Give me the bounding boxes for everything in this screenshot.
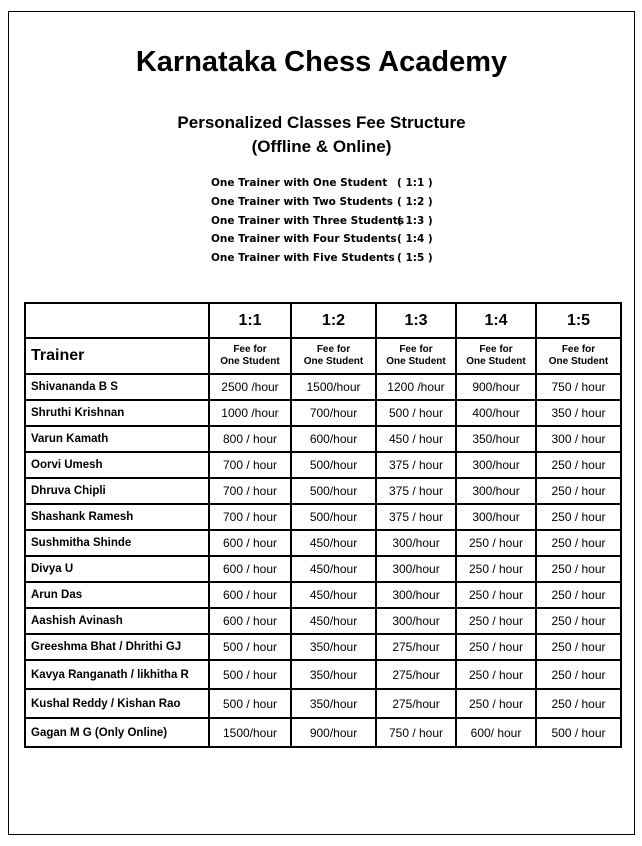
trainer-name-cell: Gagan M G (Only Online) [25,718,209,747]
trainer-name-cell: Greeshma Bhat / Dhrithi GJ [25,634,209,660]
fee-cell: 500 / hour [209,634,291,660]
trainer-name-cell: Shashank Ramesh [25,504,209,530]
legend-item: One Trainer with Four Students ( 1:4 ) [211,233,433,246]
fee-cell: 350/hour [291,689,376,718]
fee-cell: 900/hour [456,374,536,400]
fee-cell: 350 / hour [536,400,621,426]
fee-cell: 450 / hour [376,426,456,452]
trainer-name-cell: Kavya Ranganath / likhitha R [25,660,209,689]
fee-cell: 450/hour [291,556,376,582]
table-row [25,582,621,608]
fee-cell: 700 / hour [209,504,291,530]
fee-cell: 375 / hour [376,504,456,530]
ratio-header: 1:5 [536,303,621,338]
legend-item: One Trainer with Five Students ( 1:5 ) [211,252,433,265]
fee-cell: 250 / hour [536,478,621,504]
fee-cell: 375 / hour [376,478,456,504]
fee-cell: 300/hour [456,452,536,478]
trainer-name-cell: Oorvi Umesh [25,452,209,478]
fee-cell: 250 / hour [536,689,621,718]
fee-cell: 500 / hour [209,689,291,718]
ratio-legend [211,174,433,267]
table-row [25,478,621,504]
trainer-name-cell: Kushal Reddy / Kishan Rao [25,689,209,718]
fee-header: Fee for One Student [456,338,536,374]
table-row [25,556,621,582]
fee-cell: 500/hour [291,504,376,530]
column-header-row [25,338,621,374]
fee-cell: 250 / hour [456,530,536,556]
table-row [25,400,621,426]
subtitle-line-2: (Offline & Online) [251,137,392,156]
fee-cell: 250 / hour [456,608,536,634]
trainer-name-cell: Sushmitha Shinde [25,530,209,556]
table-row [25,634,621,660]
trainer-name-cell: Varun Kamath [25,426,209,452]
ratio-header: 1:2 [291,303,376,338]
table-row [25,660,621,689]
fee-header: Fee for One Student [209,338,291,374]
fee-cell: 1500/hour [209,718,291,747]
fee-cell: 250 / hour [536,634,621,660]
fee-cell: 350/hour [291,660,376,689]
legend-item: One Trainer with Two Students ( 1:2 ) [211,196,433,209]
fee-cell: 250 / hour [536,504,621,530]
fee-cell: 250 / hour [536,556,621,582]
ratio-header: 1:1 [209,303,291,338]
fee-cell: 1500/hour [291,374,376,400]
fee-cell: 500 / hour [209,660,291,689]
fee-cell: 300/hour [376,582,456,608]
legend-item: One Trainer with One Student ( 1:1 ) [211,177,433,190]
fee-cell: 600 / hour [209,556,291,582]
trainer-name-cell: Divya U [25,556,209,582]
page-subtitle [9,111,634,159]
fee-cell: 250 / hour [456,582,536,608]
fee-cell: 600 / hour [209,582,291,608]
table-row [25,374,621,400]
fee-cell: 750 / hour [536,374,621,400]
fee-cell: 600 / hour [209,608,291,634]
trainer-header: Trainer [25,338,209,374]
fee-cell: 450/hour [291,582,376,608]
ratio-header-row [25,303,621,338]
fee-cell: 500/hour [291,478,376,504]
empty-header-cell [25,303,209,338]
fee-cell: 700/hour [291,400,376,426]
fee-table-body [25,374,621,747]
fee-cell: 300/hour [456,504,536,530]
fee-table [24,302,622,748]
fee-cell: 450/hour [291,530,376,556]
fee-cell: 1200 /hour [376,374,456,400]
fee-cell: 750 / hour [376,718,456,747]
fee-cell: 600 / hour [209,530,291,556]
document-page [8,11,635,835]
trainer-name-cell: Arun Das [25,582,209,608]
fee-cell: 250 / hour [456,556,536,582]
fee-cell: 300 / hour [536,426,621,452]
fee-cell: 250 / hour [536,452,621,478]
fee-cell: 250 / hour [456,634,536,660]
fee-cell: 600/hour [291,426,376,452]
fee-cell: 250 / hour [536,660,621,689]
fee-cell: 275/hour [376,634,456,660]
fee-cell: 300/hour [456,478,536,504]
trainer-name-cell: Aashish Avinash [25,608,209,634]
fee-header: Fee for One Student [376,338,456,374]
trainer-name-cell: Shivananda B S [25,374,209,400]
fee-cell: 2500 /hour [209,374,291,400]
fee-cell: 600/ hour [456,718,536,747]
fee-cell: 500 / hour [536,718,621,747]
fee-cell: 900/hour [291,718,376,747]
fee-cell: 300/hour [376,556,456,582]
ratio-header: 1:3 [376,303,456,338]
fee-cell: 375 / hour [376,452,456,478]
fee-cell: 250 / hour [536,582,621,608]
fee-cell: 700 / hour [209,452,291,478]
fee-cell: 250 / hour [536,608,621,634]
fee-cell: 250 / hour [456,660,536,689]
fee-cell: 1000 /hour [209,400,291,426]
fee-cell: 300/hour [376,608,456,634]
table-row [25,426,621,452]
fee-cell: 500/hour [291,452,376,478]
fee-header: Fee for One Student [536,338,621,374]
table-row [25,530,621,556]
fee-cell: 800 / hour [209,426,291,452]
fee-cell: 350/hour [291,634,376,660]
fee-cell: 300/hour [376,530,456,556]
fee-cell: 700 / hour [209,478,291,504]
trainer-name-cell: Dhruva Chipli [25,478,209,504]
table-row [25,689,621,718]
fee-cell: 350/hour [456,426,536,452]
table-row [25,718,621,747]
page-title: Karnataka Chess Academy [135,46,508,78]
fee-cell: 500 / hour [376,400,456,426]
fee-cell: 450/hour [291,608,376,634]
fee-cell: 275/hour [376,660,456,689]
subtitle-line-1: Personalized Classes Fee Structure [177,113,466,132]
table-row [25,452,621,478]
legend-item: One Trainer with Three Students ( 1:3 ) [211,214,433,227]
fee-cell: 250 / hour [536,530,621,556]
trainer-name-cell: Shruthi Krishnan [25,400,209,426]
table-row [25,608,621,634]
fee-cell: 275/hour [376,689,456,718]
table-row [25,504,621,530]
fee-header: Fee for One Student [291,338,376,374]
ratio-header: 1:4 [456,303,536,338]
fee-cell: 250 / hour [456,689,536,718]
fee-cell: 400/hour [456,400,536,426]
